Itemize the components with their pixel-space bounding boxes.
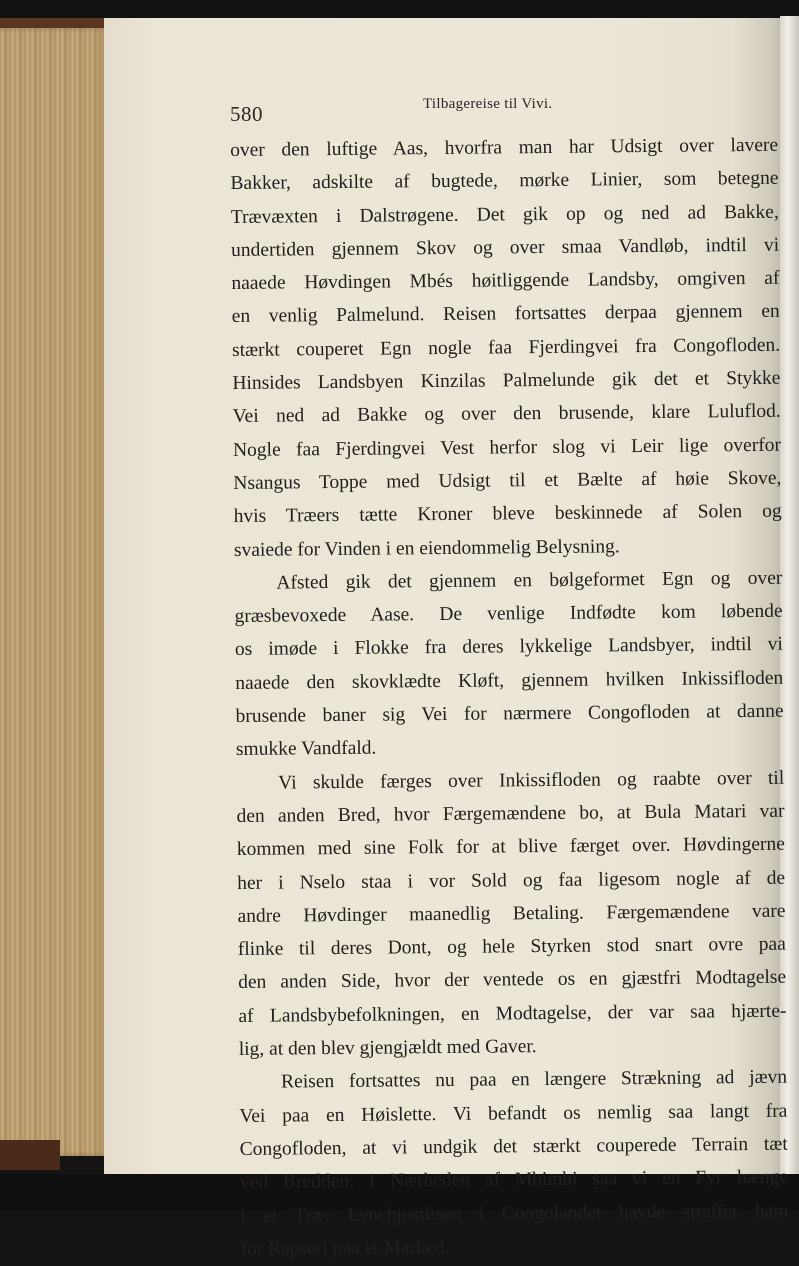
text-line: Nsangus Toppe med Udsigt til et Bælte af høie Skove, <box>233 467 782 494</box>
text-line: af Landsbybefolkningen, en Modtagelse, der var saa hjærte- <box>238 1000 787 1027</box>
text-line: flinke til deres Dont, og hele Styrken stod snart ovre paa <box>237 933 786 961</box>
text-line: for Rapseri paa et Marked. <box>240 1236 450 1260</box>
text-line: Hinsides Landsbyen Kinzilas Palmelunde gik det et Stykke <box>232 367 781 395</box>
text-line: Afsted gik det gjennem en bølgeformet Egn og over <box>276 567 783 594</box>
text-line: lig, at den blev gjengjældt med Gaver. <box>238 1036 537 1060</box>
text-line: smukke Vandfald. <box>235 737 377 761</box>
text-line: her i Nselo staa i vor Sold og faa ligesom nogle af de <box>237 867 786 894</box>
text-line: naaede den skovklædte Kløft, gjennem hvilken Inkissifloden <box>235 667 784 694</box>
text-line: Vei ned ad Bakke og over den brusende, klare Luluflod. <box>232 401 781 428</box>
text-line: en venlig Palmelund. Reisen fortsattes derpaa gjennem en <box>231 301 780 328</box>
text-line: andre Høvdinger maanedlig Betaling. Færgemændene vare <box>237 900 786 927</box>
body-text <box>230 129 789 1266</box>
text-line: naaede Høvdingen Mbés høitliggende Landsby, omgiven af <box>231 267 780 295</box>
text-line: os imøde i Flokke fra deres lykkelige Landsbyer, indtil vi <box>234 634 784 661</box>
text-line: den anden Bred, hvor Færgemændene bo, at Bula Matari var <box>236 800 785 827</box>
text-line: græsbevoxede Aase. De venlige Indfødte kom løbende <box>234 600 783 628</box>
text-line: den anden Side, hvor der ventede os en gjæstfri Modtagelse <box>238 967 787 994</box>
text-line: Vi skulde færges over Inkissifloden og raabte over til <box>278 767 785 794</box>
book-cover-bottom <box>0 1140 60 1170</box>
text-line: i et Træ; Lynchjustitsen i Congolandet havde straffet ham <box>240 1200 789 1227</box>
running-title: Tilbagereise til Vivi. <box>423 96 553 112</box>
text-line: hvis Træers tætte Kroner bleve beskinnede af Solen og <box>233 500 782 528</box>
text-line: Reisen fortsattes nu paa en længere Strækning ad jævn <box>281 1067 788 1093</box>
text-line: Congofloden, at vi undgik det stærkt couperede Terrain tæt <box>239 1133 788 1160</box>
text-line: stærkt couperet Egn nogle faa Fjerdingvei fra Congofloden. <box>231 334 781 361</box>
running-head <box>230 96 770 126</box>
scan-background-top <box>0 0 799 20</box>
page-number: 580 <box>230 102 263 126</box>
text-line: brusende baner sig Vei for nærmere Congofloden at danne <box>235 700 784 728</box>
text-line: undertiden gjennem Skov og over smaa Vandløb, indtil vi <box>231 234 780 261</box>
text-line: over den luftige Aas, hvorfra man har Udsigt over lavere <box>230 134 779 161</box>
text-line: Nogle faa Fjerdingvei Vest herfor slog vi Leir lige overfor <box>232 434 782 461</box>
text-line: Trævæxten i Dalstrøgene. Det gik op og ned ad Bakke, <box>230 201 779 228</box>
text-line: Bakker, adskilte af bugtede, mørke Linier, som betegne <box>230 168 779 195</box>
text-line: ved Bredden. I Nærheden af Mbimbi saa vi en Fyr hænge <box>239 1166 789 1194</box>
text-line: svaiede for Vinden i en eiendommelig Belysning. <box>233 535 620 561</box>
text-line: kommen med sine Folk for at blive færget over. Høvdingerne <box>236 833 785 861</box>
text-line: Vei paa en Høislette. Vi befandt os nemlig saa langt fra <box>239 1100 788 1127</box>
book-page-edges <box>0 28 108 1156</box>
